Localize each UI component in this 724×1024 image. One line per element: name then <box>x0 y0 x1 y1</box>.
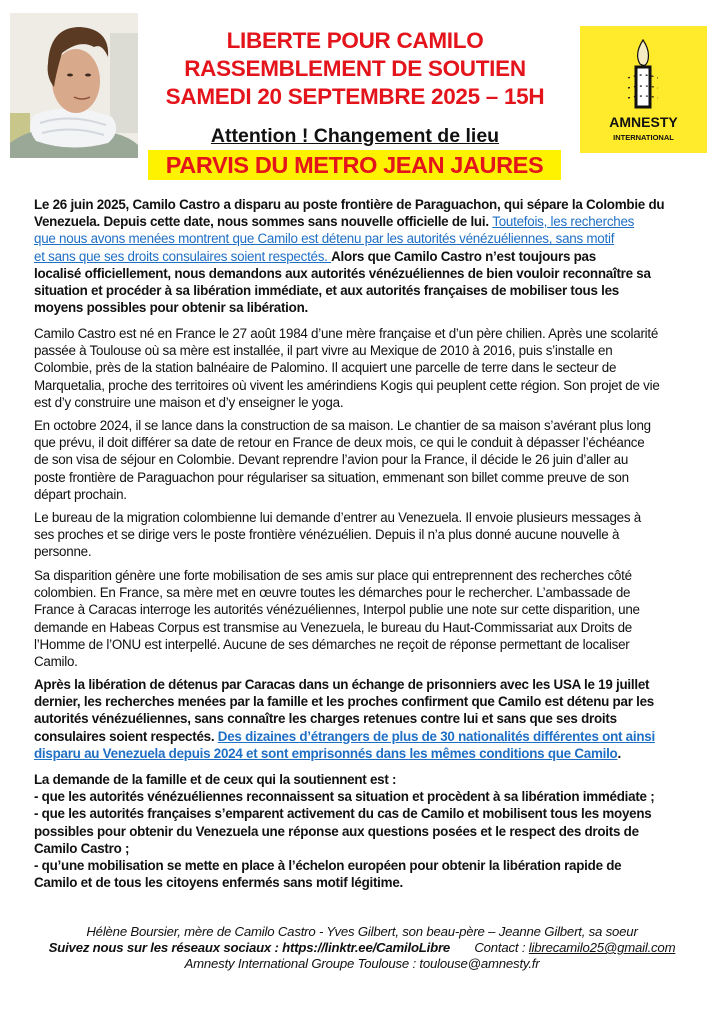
text-line <box>34 728 694 745</box>
text-line <box>34 230 694 247</box>
text-line: Sa disparition génère une forte mobilisation de ses amis sur place qui entreprennent des recherches côté <box>34 568 632 583</box>
text-line <box>34 299 694 316</box>
footer-signatories: Hélène Boursier, mère de Camilo Castro - Yves Gilbert, son beau-père – Jeanne Gilbert, sa soeur <box>86 924 638 939</box>
text-run: Venezuela. Depuis cette date, nous sommes sans nouvelle officielle de lui. <box>34 214 493 230</box>
paragraph-search-efforts <box>34 567 694 670</box>
underlined-link-text[interactable]: que nous avons menées montrent que Camilo est détenu par les autorités vénézuéliennes, sans motif <box>34 231 615 247</box>
text-run: . <box>617 745 621 761</box>
paragraph-house-construction <box>34 417 694 503</box>
text-line: - que les autorités françaises s’emparent activement du cas de Camilo et mobilisent tous les moyens <box>34 806 652 822</box>
text-line: poste frontière de Paraguachon pour régulariser sa situation, emmenant son billet comme preuve de son <box>34 469 629 485</box>
text-line <box>34 676 694 693</box>
logo-wordmark-amnesty: AMNESTY <box>609 114 678 130</box>
paragraph-disappearance <box>34 196 694 316</box>
text-line: Marquetalia, proche des territoires où vivent les amérindiens Kogis qui peuplent cette région. Son projet de vie <box>34 377 660 393</box>
change-of-venue-notice: Attention ! Changement de lieu <box>210 125 500 147</box>
text-line <box>34 693 694 710</box>
text-line: - que les autorités vénézuéliennes reconnaissent sa situation et procèdent à sa libération immédiate ; <box>34 789 655 805</box>
portrait-photo <box>10 13 138 158</box>
text-line: colombien. En France, sa mère met en œuvre toutes les démarches pour le rechercher. L’ambassade de <box>34 585 631 601</box>
text-line: l’Homme de l’ONU est interpellé. Aucune de ses démarches ne reçoit de réponse permettant de localiser <box>34 636 630 652</box>
text-run: situation et procéder à sa libération immédiate, et aux autorités françaises de mobiliser tous les <box>34 283 619 299</box>
text-line: possibles pour obtenir du Venezuela une réponse aux questions posées et le respect des droits de <box>34 823 639 839</box>
text-line: Camilo et de tous les citoyens enfermés sans motif légitime. <box>34 875 403 891</box>
underlined-link-text[interactable]: Toutefois, les recherches <box>492 214 635 230</box>
text-run: consulaires soient respectés. <box>34 728 218 744</box>
text-run: autorités vénézuéliennes, sans connaître les charges retenues contre lui et sans que ses droits <box>34 711 617 727</box>
text-run: localisé officiellement, nous demandons aux autorités vénézuéliennes de bien vouloir reconnaître sa <box>34 265 651 281</box>
event-location: PARVIS DU METRO JEAN JAURES <box>148 150 561 180</box>
logo-wordmark-international: INTERNATIONAL <box>613 133 674 142</box>
text-line: passée à Toulouse où sa mère est installée, il part vivre au Mexique de 2010 à 2016, puis s’installe en <box>34 343 613 359</box>
text-line <box>34 213 694 230</box>
text-line: départ prochain. <box>34 486 127 502</box>
text-line: Le bureau de la migration colombienne lui demande d’entrer au Venezuela. Il envoie plusieurs messages à <box>34 510 641 525</box>
text-line: demande en Habeas Corpus est transmise au Venezuela, le bureau du Haut-Commissariat aux Droits de <box>34 619 633 635</box>
paragraph-detention-confirmed <box>34 676 694 762</box>
paragraph-border-crossing <box>34 509 694 561</box>
text-line: La demande de la famille et de ceux qui la soutiennent est : <box>34 772 397 787</box>
text-line <box>34 265 694 282</box>
text-line: ses proches et se dirige vers le poste frontière vénézuélien. Depuis il n’a plus donné aucune nouvelle à <box>34 527 620 543</box>
text-line: Camilo Castro ; <box>34 840 130 856</box>
text-run: Le 26 juin 2025, Camilo Castro a disparu au poste frontière de Paraguachon, qui sépare la Colombie du <box>34 197 665 212</box>
paragraph-biography <box>34 325 694 411</box>
social-links[interactable]: Suivez nous sur les réseaux sociaux : https://linktr.ee/CamiloLibre <box>48 940 451 955</box>
title-line-2: RASSEMBLEMENT DE SOUTIEN <box>184 56 526 81</box>
underlined-link-text[interactable]: disparu au Venezuela depuis 2024 et sont emprisonnés dans les mêmes conditions que Camilo <box>34 745 618 761</box>
title-line-3: SAMEDI 20 SEPTEMBRE 2025 – 15H <box>165 84 545 109</box>
text-line: de son visa de séjour en Colombie. Devant reprendre l’avion pour la France, il décide le 26 juin d’aller au <box>34 452 629 468</box>
underlined-link-text[interactable]: et sans que ses droits consulaires soient respectés. <box>34 248 332 264</box>
text-line <box>34 745 694 762</box>
text-line: Colombie, près de la station balnéaire de Palomino. Il acquiert une parcelle de terre dans le secteur de <box>34 360 617 376</box>
spacer <box>454 940 471 955</box>
contact-email-link[interactable]: librecamilo25@gmail.com <box>528 940 676 955</box>
text-run: dernier, les recherches menées par la famille et les proches confirment que Camilo est détenu par les <box>34 694 654 710</box>
text-line <box>34 710 694 727</box>
paragraph-family-demands <box>34 771 694 891</box>
text-line: est d’y construire une maison et d’y enseigner le yoga. <box>34 394 344 410</box>
title-line-1: LIBERTE POUR CAMILO <box>226 28 484 53</box>
text-line: En octobre 2024, il se lance dans la construction de sa maison. Le chantier de sa maison s’avérant plus long <box>34 418 651 433</box>
underlined-link-text[interactable]: Des dizaines d’étrangers de plus de 30 nationalités différentes ont ainsi <box>217 728 655 744</box>
text-line <box>34 248 694 265</box>
footer-amnesty-group: Amnesty International Groupe Toulouse : toulouse@amnesty.fr <box>184 956 540 971</box>
text-line: Camilo Castro est né en France le 27 août 1984 d’une mère française et d’un père chilien. Après une scolarité <box>34 326 659 341</box>
text-line <box>34 196 694 213</box>
text-run: Alors que Camilo Castro n’est toujours pas <box>331 248 596 264</box>
amnesty-international-logo <box>580 26 707 153</box>
text-run: moyens possibles pour obtenir sa libération. <box>34 300 308 316</box>
footer-social-contact <box>20 940 704 956</box>
text-line <box>34 282 694 299</box>
text-run: Après la libération de détenus par Caracas dans un échange de prisonniers avec les USA le 19 juillet <box>34 677 650 692</box>
contact-label: Contact : <box>474 940 529 955</box>
text-line: Camilo. <box>34 654 78 670</box>
text-line: personne. <box>34 544 92 560</box>
text-line: France à Caracas interroge les autorités vénézuéliennes, Interpol publie une note sur cette disparition, une <box>34 602 640 618</box>
text-line: que prévu, il doit différer sa date de retour en France de deux mois, ce qui le conduit à dépasser l’échéance <box>34 435 645 451</box>
text-line: - qu’une mobilisation se mette en place à l’échelon européen pour obtenir la libération rapide de <box>34 858 622 874</box>
